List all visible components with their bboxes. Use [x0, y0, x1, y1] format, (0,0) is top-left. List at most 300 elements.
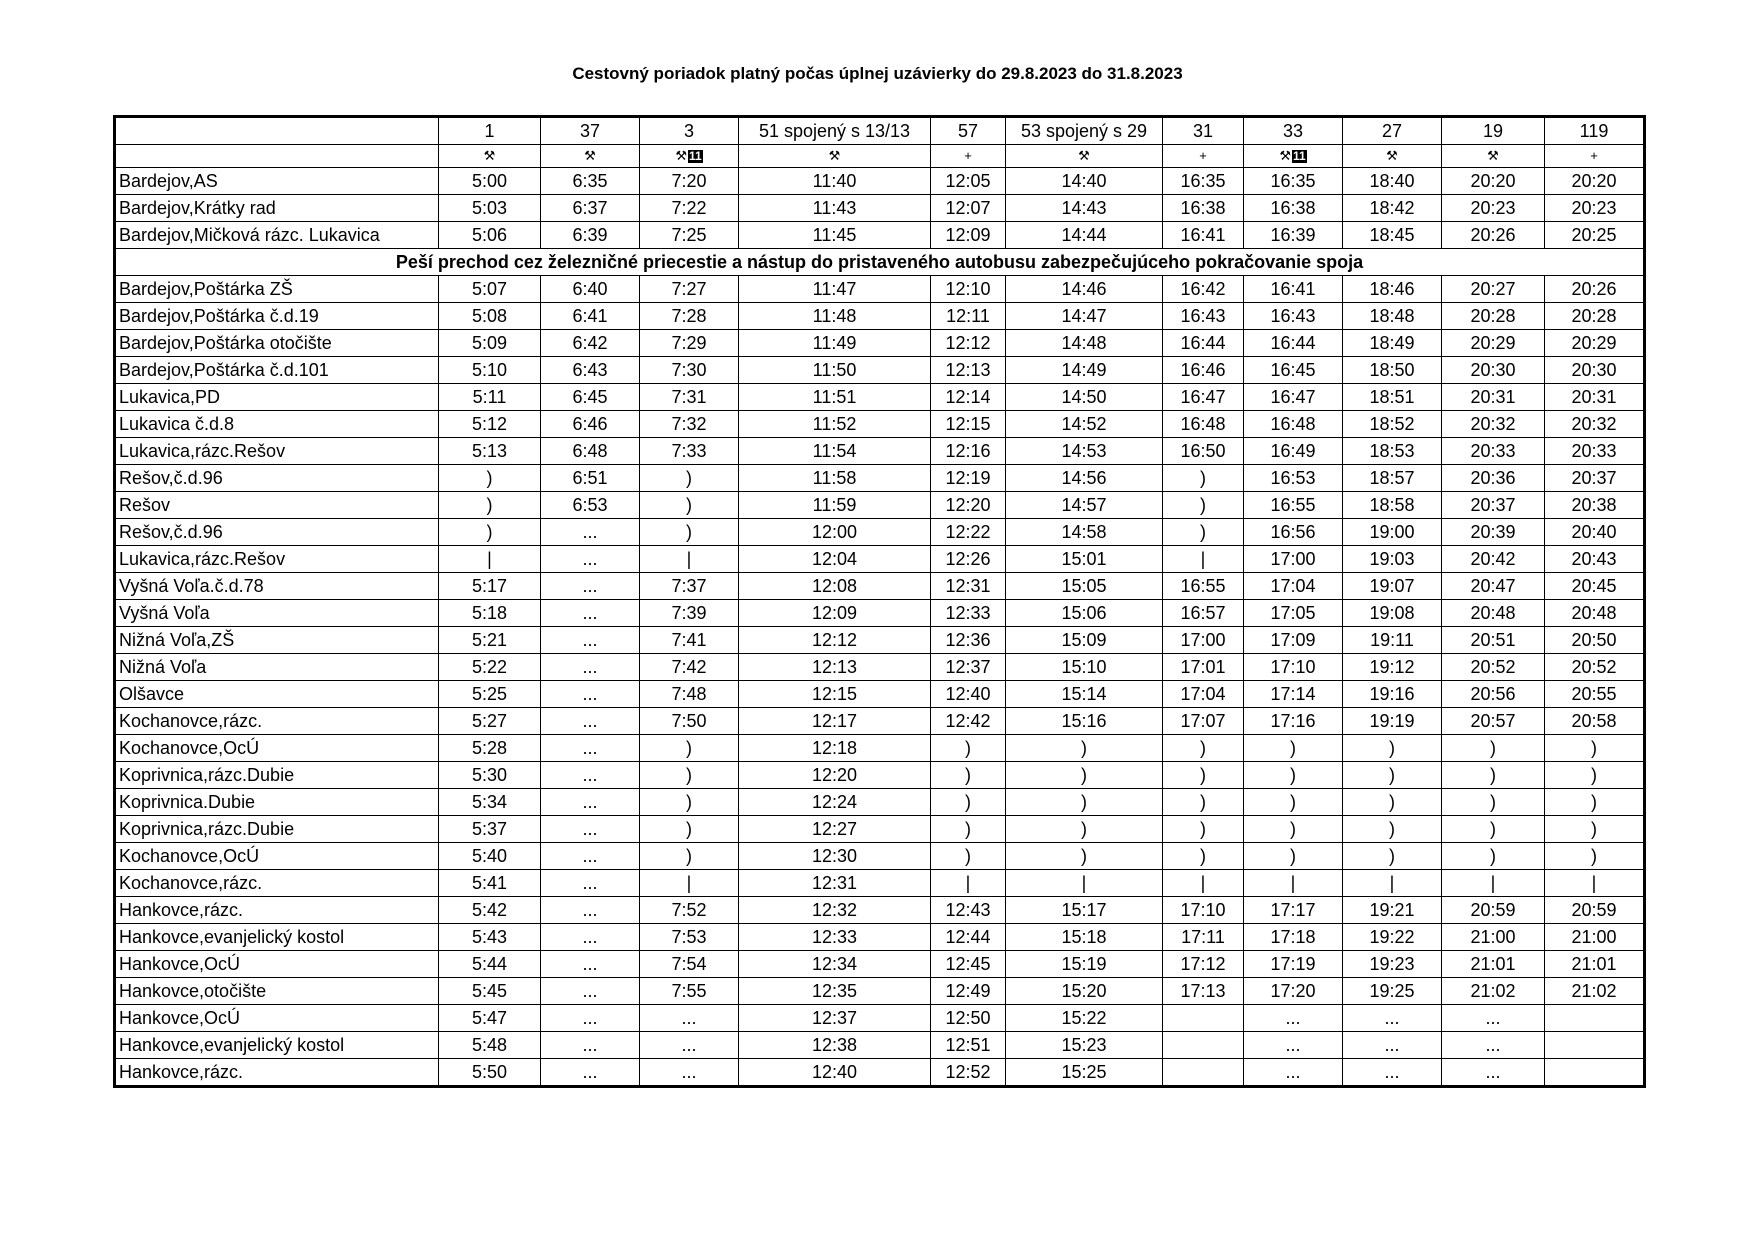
- time-cell: 12:18: [739, 735, 931, 762]
- time-cell: 5:41: [439, 870, 541, 897]
- connection-number: 57: [931, 117, 1006, 145]
- connection-number: 33: [1244, 117, 1343, 145]
- table-row: [115, 357, 1645, 384]
- time-cell: ...: [541, 735, 640, 762]
- time-cell: ): [1163, 735, 1244, 762]
- time-cell: 17:00: [1244, 546, 1343, 573]
- time-cell: 19:23: [1343, 951, 1442, 978]
- time-cell: 12:43: [931, 897, 1006, 924]
- time-cell: 20:55: [1545, 681, 1645, 708]
- table-row: [115, 195, 1645, 222]
- time-cell: 15:10: [1006, 654, 1163, 681]
- time-cell: 12:45: [931, 951, 1006, 978]
- time-cell: 16:50: [1163, 438, 1244, 465]
- time-cell: 11:54: [739, 438, 931, 465]
- symbol-cell: [541, 145, 640, 168]
- time-cell: 12:30: [739, 843, 931, 870]
- time-cell: 15:18: [1006, 924, 1163, 951]
- symbol-cell: [1244, 145, 1343, 168]
- time-cell: ): [640, 789, 739, 816]
- time-cell: 14:53: [1006, 438, 1163, 465]
- stop-name: Lukavica,rázc.Rešov: [115, 546, 439, 573]
- time-cell: 6:35: [541, 168, 640, 195]
- stop-name: Bardejov,Poštárka č.d.19: [115, 303, 439, 330]
- hammers-icon: ⚒: [675, 148, 687, 163]
- time-cell: 6:40: [541, 276, 640, 303]
- time-cell: ...: [1442, 1032, 1545, 1059]
- table-row: [115, 924, 1645, 951]
- time-cell: 7:39: [640, 600, 739, 627]
- time-cell: |: [640, 546, 739, 573]
- time-cell: ): [1442, 735, 1545, 762]
- stop-name: Vyšná Voľa.č.d.78: [115, 573, 439, 600]
- time-cell: 12:31: [739, 870, 931, 897]
- time-cell: 5:17: [439, 573, 541, 600]
- stop-name: Kochanovce,rázc.: [115, 870, 439, 897]
- time-cell: 12:20: [931, 492, 1006, 519]
- table-row: [115, 600, 1645, 627]
- time-cell: 12:09: [931, 222, 1006, 249]
- time-cell: 16:41: [1244, 276, 1343, 303]
- time-cell: 16:45: [1244, 357, 1343, 384]
- stop-name: Hankovce,OcÚ: [115, 951, 439, 978]
- time-cell: 12:12: [739, 627, 931, 654]
- time-cell: 5:25: [439, 681, 541, 708]
- time-cell: |: [1163, 870, 1244, 897]
- school-days-icon: 11: [688, 149, 702, 164]
- time-cell: 11:50: [739, 357, 931, 384]
- time-cell: 18:57: [1343, 465, 1442, 492]
- time-cell: 12:34: [739, 951, 931, 978]
- time-cell: 12:13: [931, 357, 1006, 384]
- time-cell: ...: [1343, 1059, 1442, 1087]
- time-cell: 5:22: [439, 654, 541, 681]
- time-cell: 11:58: [739, 465, 931, 492]
- time-cell: 16:38: [1163, 195, 1244, 222]
- time-cell: ): [1244, 789, 1343, 816]
- time-cell: ): [931, 816, 1006, 843]
- hammers-icon: ⚒: [1386, 148, 1398, 163]
- time-cell: 18:45: [1343, 222, 1442, 249]
- header-empty-cell: [115, 117, 439, 145]
- time-cell: 14:43: [1006, 195, 1163, 222]
- time-cell: 6:43: [541, 357, 640, 384]
- stop-name: Bardejov,Poštárka č.d.101: [115, 357, 439, 384]
- time-cell: 19:08: [1343, 600, 1442, 627]
- time-cell: ...: [1442, 1059, 1545, 1087]
- time-cell: ): [640, 519, 739, 546]
- table-row: [115, 978, 1645, 1005]
- time-cell: 16:35: [1163, 168, 1244, 195]
- time-cell: ...: [541, 924, 640, 951]
- time-cell: 12:50: [931, 1005, 1006, 1032]
- time-cell: 5:11: [439, 384, 541, 411]
- time-cell: |: [931, 870, 1006, 897]
- note-row: [115, 249, 1645, 276]
- time-cell: 5:13: [439, 438, 541, 465]
- time-cell: 11:52: [739, 411, 931, 438]
- time-cell: 18:58: [1343, 492, 1442, 519]
- time-cell: 12:09: [739, 600, 931, 627]
- time-cell: ): [1545, 789, 1645, 816]
- time-cell: ...: [541, 843, 640, 870]
- time-cell: 21:01: [1545, 951, 1645, 978]
- time-cell: 5:37: [439, 816, 541, 843]
- time-cell: ): [1343, 843, 1442, 870]
- time-cell: 11:51: [739, 384, 931, 411]
- time-cell: 16:42: [1163, 276, 1244, 303]
- time-cell: 19:03: [1343, 546, 1442, 573]
- time-cell: ...: [541, 870, 640, 897]
- time-cell: 15:09: [1006, 627, 1163, 654]
- time-cell: 20:31: [1442, 384, 1545, 411]
- time-cell: ): [1163, 519, 1244, 546]
- time-cell: 16:41: [1163, 222, 1244, 249]
- time-cell: 12:05: [931, 168, 1006, 195]
- time-cell: 17:05: [1244, 600, 1343, 627]
- time-cell: ...: [541, 1032, 640, 1059]
- time-cell: 7:25: [640, 222, 739, 249]
- time-cell: |: [439, 546, 541, 573]
- transfer-note: Peší prechod cez železničné priecestie a nástup do pristaveného autobusu zabezpečujúceho pokračovanie spoja: [115, 249, 1645, 276]
- time-cell: 12:11: [931, 303, 1006, 330]
- time-cell: 20:28: [1442, 303, 1545, 330]
- time-cell: 20:40: [1545, 519, 1645, 546]
- time-cell: ): [1442, 789, 1545, 816]
- stop-name: Bardejov,AS: [115, 168, 439, 195]
- time-cell: 12:49: [931, 978, 1006, 1005]
- time-cell: 14:46: [1006, 276, 1163, 303]
- time-cell: 5:12: [439, 411, 541, 438]
- time-cell: [1545, 1059, 1645, 1087]
- time-cell: ): [1163, 816, 1244, 843]
- time-cell: 20:30: [1442, 357, 1545, 384]
- connection-number: 53 spojený s 29: [1006, 117, 1163, 145]
- table-row: [115, 465, 1645, 492]
- time-cell: 15:17: [1006, 897, 1163, 924]
- time-cell: 16:47: [1163, 384, 1244, 411]
- time-cell: 11:47: [739, 276, 931, 303]
- stop-name: Bardejov,Krátky rad: [115, 195, 439, 222]
- time-cell: ): [931, 762, 1006, 789]
- time-cell: 20:50: [1545, 627, 1645, 654]
- time-cell: 15:25: [1006, 1059, 1163, 1087]
- table-row: [115, 384, 1645, 411]
- time-cell: 7:42: [640, 654, 739, 681]
- time-cell: 20:23: [1545, 195, 1645, 222]
- time-cell: 16:43: [1163, 303, 1244, 330]
- time-cell: 19:16: [1343, 681, 1442, 708]
- time-cell: 5:45: [439, 978, 541, 1005]
- stop-name: Lukavica,PD: [115, 384, 439, 411]
- plus-icon: +: [1199, 148, 1207, 163]
- symbol-cell: [640, 145, 739, 168]
- time-cell: 12:37: [739, 1005, 931, 1032]
- stop-name: Rešov,č.d.96: [115, 519, 439, 546]
- time-cell: 20:47: [1442, 573, 1545, 600]
- time-cell: 18:53: [1343, 438, 1442, 465]
- time-cell: 5:30: [439, 762, 541, 789]
- time-cell: ): [1163, 492, 1244, 519]
- time-cell: ): [1244, 816, 1343, 843]
- table-row: [115, 1032, 1645, 1059]
- time-cell: 5:50: [439, 1059, 541, 1087]
- time-cell: 11:40: [739, 168, 931, 195]
- plus-icon: +: [964, 148, 972, 163]
- connection-number: 37: [541, 117, 640, 145]
- stop-name: Hankovce,rázc.: [115, 1059, 439, 1087]
- time-cell: ...: [1244, 1059, 1343, 1087]
- time-cell: 6:42: [541, 330, 640, 357]
- hammers-icon: ⚒: [584, 148, 596, 163]
- time-cell: 16:46: [1163, 357, 1244, 384]
- symbol-cell: [1545, 145, 1645, 168]
- time-cell: 14:50: [1006, 384, 1163, 411]
- time-cell: 19:25: [1343, 978, 1442, 1005]
- time-cell: 5:06: [439, 222, 541, 249]
- time-cell: 20:28: [1545, 303, 1645, 330]
- time-cell: ...: [1244, 1032, 1343, 1059]
- time-cell: 20:56: [1442, 681, 1545, 708]
- time-cell: 5:44: [439, 951, 541, 978]
- time-cell: ): [1442, 843, 1545, 870]
- time-cell: 16:48: [1163, 411, 1244, 438]
- header-row-symbols: [115, 145, 1645, 168]
- time-cell: 6:53: [541, 492, 640, 519]
- symbol-cell: [1163, 145, 1244, 168]
- time-cell: 16:53: [1244, 465, 1343, 492]
- time-cell: 12:42: [931, 708, 1006, 735]
- time-cell: 18:46: [1343, 276, 1442, 303]
- time-cell: 21:00: [1442, 924, 1545, 951]
- time-cell: 16:57: [1163, 600, 1244, 627]
- time-cell: 7:31: [640, 384, 739, 411]
- time-cell: ...: [541, 978, 640, 1005]
- time-cell: 18:51: [1343, 384, 1442, 411]
- time-cell: 20:33: [1545, 438, 1645, 465]
- time-cell: 5:10: [439, 357, 541, 384]
- table-row: [115, 951, 1645, 978]
- stop-name: Hankovce,otočište: [115, 978, 439, 1005]
- time-cell: 16:43: [1244, 303, 1343, 330]
- time-cell: ): [1442, 816, 1545, 843]
- time-cell: ): [1343, 735, 1442, 762]
- time-cell: 5:40: [439, 843, 541, 870]
- time-cell: ...: [541, 627, 640, 654]
- time-cell: 17:20: [1244, 978, 1343, 1005]
- time-cell: 19:21: [1343, 897, 1442, 924]
- time-cell: 11:49: [739, 330, 931, 357]
- table-row: [115, 222, 1645, 249]
- time-cell: ): [1244, 762, 1343, 789]
- time-cell: [1545, 1005, 1645, 1032]
- time-cell: 5:09: [439, 330, 541, 357]
- time-cell: 5:48: [439, 1032, 541, 1059]
- time-cell: 5:34: [439, 789, 541, 816]
- time-cell: ...: [541, 573, 640, 600]
- time-cell: ...: [541, 600, 640, 627]
- time-cell: 16:55: [1244, 492, 1343, 519]
- symbol-cell: [1442, 145, 1545, 168]
- time-cell: ...: [541, 897, 640, 924]
- time-cell: 20:32: [1545, 411, 1645, 438]
- time-cell: 12:00: [739, 519, 931, 546]
- time-cell: 15:16: [1006, 708, 1163, 735]
- time-cell: 17:16: [1244, 708, 1343, 735]
- stop-name: Hankovce,OcÚ: [115, 1005, 439, 1032]
- connection-number: 1: [439, 117, 541, 145]
- time-cell: 11:59: [739, 492, 931, 519]
- stop-name: Koprivnica,rázc.Dubie: [115, 762, 439, 789]
- time-cell: 16:48: [1244, 411, 1343, 438]
- hammers-icon: ⚒: [1279, 148, 1291, 163]
- connection-number: 31: [1163, 117, 1244, 145]
- time-cell: 6:48: [541, 438, 640, 465]
- table-row: [115, 573, 1645, 600]
- connection-number: 3: [640, 117, 739, 145]
- time-cell: 17:07: [1163, 708, 1244, 735]
- stop-name: Kochanovce,rázc.: [115, 708, 439, 735]
- time-cell: 21:02: [1442, 978, 1545, 1005]
- time-cell: ): [1343, 762, 1442, 789]
- time-cell: 12:22: [931, 519, 1006, 546]
- time-cell: 12:31: [931, 573, 1006, 600]
- time-cell: ): [931, 789, 1006, 816]
- time-cell: 15:05: [1006, 573, 1163, 600]
- time-cell: ...: [541, 816, 640, 843]
- school-days-icon: 11: [1292, 149, 1306, 164]
- time-cell: 5:47: [439, 1005, 541, 1032]
- time-cell: 20:43: [1545, 546, 1645, 573]
- stop-name: Koprivnica,rázc.Dubie: [115, 816, 439, 843]
- time-cell: 20:26: [1545, 276, 1645, 303]
- time-cell: 20:20: [1545, 168, 1645, 195]
- stop-name: Rešov: [115, 492, 439, 519]
- time-cell: ...: [541, 1005, 640, 1032]
- time-cell: 12:19: [931, 465, 1006, 492]
- time-cell: 20:58: [1545, 708, 1645, 735]
- time-cell: 5:03: [439, 195, 541, 222]
- time-cell: 12:51: [931, 1032, 1006, 1059]
- time-cell: 20:29: [1545, 330, 1645, 357]
- time-cell: 17:04: [1163, 681, 1244, 708]
- connection-number: 119: [1545, 117, 1645, 145]
- time-cell: 15:23: [1006, 1032, 1163, 1059]
- time-cell: ): [640, 735, 739, 762]
- time-cell: 19:07: [1343, 573, 1442, 600]
- stop-name: Nižná Voľa,ZŠ: [115, 627, 439, 654]
- time-cell: 20:33: [1442, 438, 1545, 465]
- time-cell: |: [640, 870, 739, 897]
- time-cell: 18:42: [1343, 195, 1442, 222]
- time-cell: 5:21: [439, 627, 541, 654]
- time-cell: 12:14: [931, 384, 1006, 411]
- time-cell: ...: [1442, 1005, 1545, 1032]
- time-cell: 16:49: [1244, 438, 1343, 465]
- time-cell: 14:44: [1006, 222, 1163, 249]
- time-cell: |: [1343, 870, 1442, 897]
- time-cell: |: [1244, 870, 1343, 897]
- time-cell: 17:01: [1163, 654, 1244, 681]
- time-cell: 20:27: [1442, 276, 1545, 303]
- table-row: [115, 411, 1645, 438]
- time-cell: 7:27: [640, 276, 739, 303]
- time-cell: 7:29: [640, 330, 739, 357]
- time-cell: 14:40: [1006, 168, 1163, 195]
- time-cell: ): [1163, 762, 1244, 789]
- time-cell: 12:13: [739, 654, 931, 681]
- time-cell: 12:32: [739, 897, 931, 924]
- time-cell: ...: [541, 951, 640, 978]
- time-cell: 7:48: [640, 681, 739, 708]
- time-cell: ): [439, 519, 541, 546]
- time-cell: 20:48: [1442, 600, 1545, 627]
- hammers-icon: ⚒: [1487, 148, 1499, 163]
- time-cell: 17:12: [1163, 951, 1244, 978]
- time-cell: ...: [541, 762, 640, 789]
- time-cell: 16:47: [1244, 384, 1343, 411]
- time-cell: 20:23: [1442, 195, 1545, 222]
- time-cell: 14:57: [1006, 492, 1163, 519]
- table-row: [115, 654, 1645, 681]
- time-cell: ): [931, 735, 1006, 762]
- table-row: [115, 735, 1645, 762]
- table-row: [115, 627, 1645, 654]
- stop-name: Rešov,č.d.96: [115, 465, 439, 492]
- time-cell: ): [640, 465, 739, 492]
- time-cell: 11:48: [739, 303, 931, 330]
- table-row: [115, 168, 1645, 195]
- time-cell: 12:36: [931, 627, 1006, 654]
- time-cell: 12:40: [931, 681, 1006, 708]
- time-cell: ...: [541, 519, 640, 546]
- time-cell: 20:20: [1442, 168, 1545, 195]
- time-cell: 17:13: [1163, 978, 1244, 1005]
- stop-name: Koprivnica.Dubie: [115, 789, 439, 816]
- time-cell: 20:52: [1545, 654, 1645, 681]
- time-cell: 12:33: [931, 600, 1006, 627]
- time-cell: 6:39: [541, 222, 640, 249]
- timetable: [113, 115, 1646, 1088]
- time-cell: ): [1343, 789, 1442, 816]
- time-cell: |: [1545, 870, 1645, 897]
- time-cell: [1163, 1032, 1244, 1059]
- table-row: [115, 762, 1645, 789]
- time-cell: 18:50: [1343, 357, 1442, 384]
- time-cell: 20:59: [1442, 897, 1545, 924]
- time-cell: 12:20: [739, 762, 931, 789]
- time-cell: 20:36: [1442, 465, 1545, 492]
- table-row: [115, 816, 1645, 843]
- time-cell: 20:31: [1545, 384, 1645, 411]
- stop-name: Hankovce,rázc.: [115, 897, 439, 924]
- stop-name: Bardejov,Poštárka ZŠ: [115, 276, 439, 303]
- stop-name: Kochanovce,OcÚ: [115, 843, 439, 870]
- time-cell: 21:01: [1442, 951, 1545, 978]
- time-cell: 12:15: [931, 411, 1006, 438]
- time-cell: 7:20: [640, 168, 739, 195]
- time-cell: 18:40: [1343, 168, 1442, 195]
- time-cell: ): [1163, 843, 1244, 870]
- table-row: [115, 330, 1645, 357]
- time-cell: 14:47: [1006, 303, 1163, 330]
- symbol-cell: [1006, 145, 1163, 168]
- time-cell: ): [439, 492, 541, 519]
- time-cell: 20:25: [1545, 222, 1645, 249]
- time-cell: 12:10: [931, 276, 1006, 303]
- time-cell: 15:22: [1006, 1005, 1163, 1032]
- time-cell: 15:20: [1006, 978, 1163, 1005]
